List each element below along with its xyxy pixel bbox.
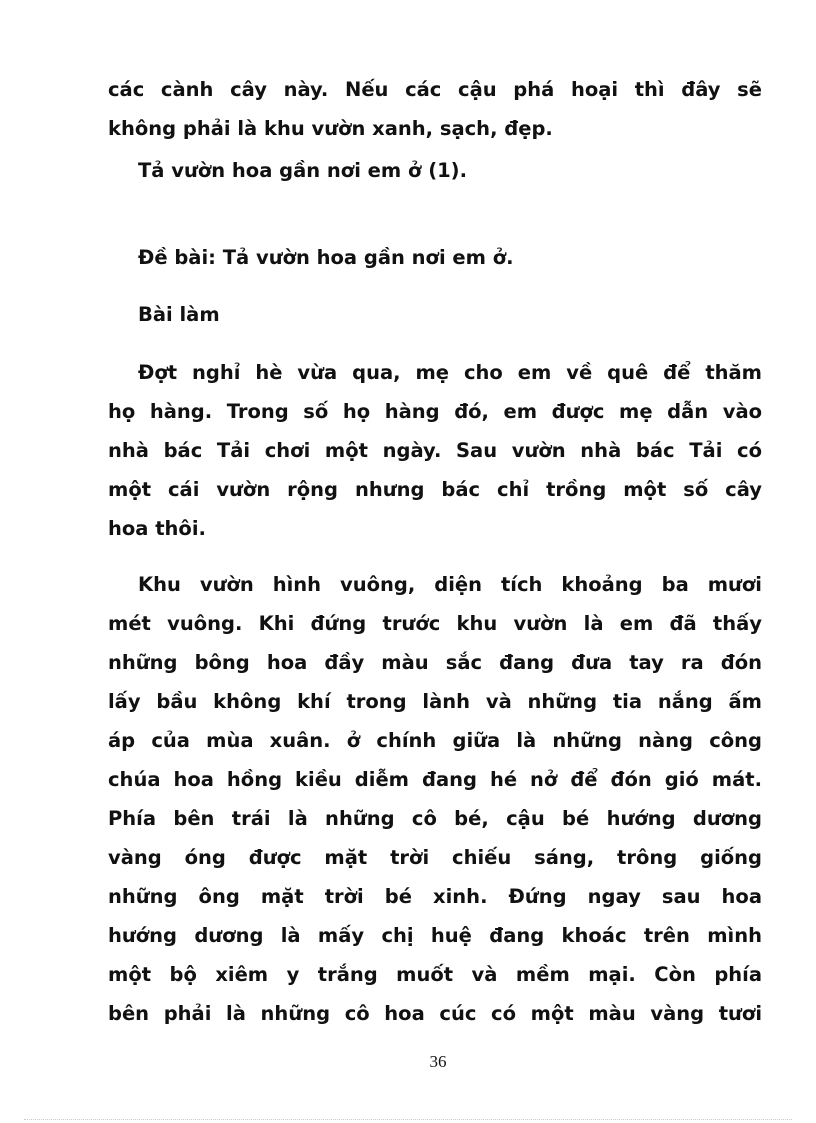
paragraph-continued	[108, 70, 762, 148]
text-line: Phía bên trái là những cô bé, cậu bé hướng dương	[108, 807, 762, 830]
text-line: các cành cây này. Nếu các cậu phá hoại thì đây sẽ	[108, 78, 762, 101]
text-line: lấy bầu không khí trong lành và những tia nắng ấm	[108, 690, 762, 713]
section-title: Tả vườn hoa gần nơi em ở (1).	[138, 159, 467, 182]
assignment-label: Đề bài: Tả vườn hoa gần nơi em ở.	[138, 246, 514, 269]
page-number: 36	[429, 1052, 447, 1071]
text-line: một cái vườn rộng nhưng bác chỉ trồng một số cây	[108, 478, 762, 501]
essay-heading: Bài làm	[138, 303, 220, 326]
text-line: họ hàng. Trong số họ hàng đó, em được mẹ dẫn vào	[108, 400, 762, 423]
text-line: hoa thôi.	[108, 517, 206, 540]
paragraph-1	[108, 353, 762, 548]
text-line: áp của mùa xuân. ở chính giữa là những nàng công	[108, 729, 762, 752]
text-line: chúa hoa hồng kiều diễm đang hé nở để đón gió mát.	[108, 768, 762, 791]
text-line: mét vuông. Khi đứng trước khu vườn là em đã thấy	[108, 612, 762, 635]
text-line: Khu vườn hình vuông, diện tích khoảng ba mươi	[138, 573, 762, 596]
paragraph-2	[108, 565, 762, 1033]
text-line: một bộ xiêm y trắng muốt và mềm mại. Còn phía	[108, 963, 762, 986]
text-line: nhà bác Tải chơi một ngày. Sau vườn nhà bác Tải có	[108, 439, 762, 462]
text-line: bên phải là những cô hoa cúc có một màu vàng tươi	[108, 1002, 762, 1025]
text-line: những bông hoa đầy màu sắc đang đưa tay ra đón	[108, 651, 762, 674]
text-line: những ông mặt trời bé xinh. Đứng ngay sau hoa	[108, 885, 762, 908]
text-line: không phải là khu vườn xanh, sạch, đẹp.	[108, 117, 553, 140]
text-line: hướng dương là mấy chị huệ đang khoác trên mình	[108, 924, 762, 947]
bottom-divider	[24, 1119, 792, 1120]
text-line: Đợt nghỉ hè vừa qua, mẹ cho em về quê để thăm	[138, 361, 762, 384]
text-line: vàng óng được mặt trời chiếu sáng, trông giống	[108, 846, 762, 869]
